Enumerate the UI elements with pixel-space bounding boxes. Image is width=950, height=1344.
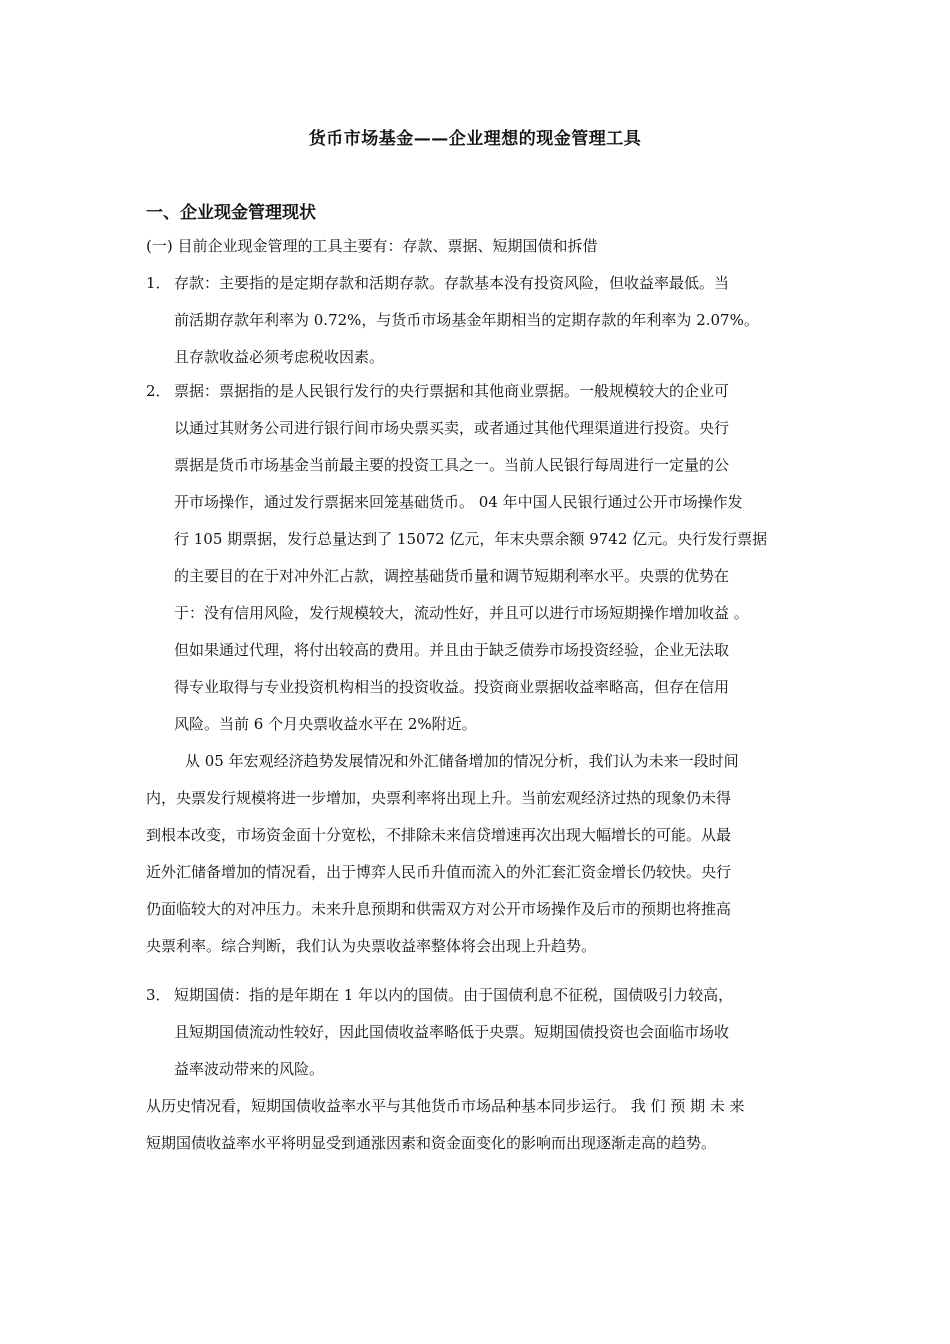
paragraph-line: 票据：票据指的是人民银行发行的央行票据和其他商业票据。一般规模较大的企业可 <box>174 382 730 400</box>
paragraph-line: 到根本改变，市场资金面十分宽松，不排除未来信贷增速再次出现大幅增长的可能。从最 <box>146 826 732 844</box>
paragraph-line: 得专业取得与专业投资机构相当的投资收益。投资商业票据收益率略高，但存在信用 <box>174 678 730 696</box>
paragraph-line: 票据是货币市场基金当前最主要的投资工具之一。当前人民银行每周进行一定量的公 <box>174 456 730 474</box>
paragraph-line: 仍面临较大的对冲压力。未来升息预期和供需双方对公开市场操作及后市的预期也将推高 <box>146 900 732 918</box>
paragraph-line: 短期国债收益率水平将明显受到通涨因素和资金面变化的影响而出现逐渐走高的趋势。 <box>146 1134 717 1152</box>
paragraph-line: 行 105 期票据，发行总量达到了 15072 亿元，年末央票余额 9742 亿元。央行发行票据 <box>174 530 768 548</box>
paragraph-line: 益率波动带来的风险。 <box>174 1060 325 1078</box>
paragraph-line: 短期国债：指的是年期在 1 年以内的国债。由于国债利息不征税，国债吸引力较高， <box>174 986 734 1004</box>
paragraph-line: 于：没有信用风险，发行规模较大，流动性好，并且可以进行市场短期操作增加收益 。 <box>174 604 749 622</box>
paragraph-line: 央票利率。综合判断，我们认为央票收益率整体将会出现上升趋势。 <box>146 937 597 955</box>
paragraph-line: 存款：主要指的是定期存款和活期存款。存款基本没有投资风险，但收益率最低。当 <box>174 274 730 292</box>
item-number: 2． <box>146 382 171 400</box>
paragraph-line: 近外汇储备增加的情况看，出于博弈人民币升值而流入的外汇套汇资金增长仍较快。央行 <box>146 863 732 881</box>
paragraph-line: 内，央票发行规模将进一步增加，央票利率将出现上升。当前宏观经济过热的现象仍未得 <box>146 789 732 807</box>
document-title: 货币市场基金——企业理想的现金管理工具 <box>308 129 642 149</box>
paragraph-line: 以通过其财务公司进行银行间市场央票买卖，或者通过其他代理渠道进行投资。央行 <box>174 419 730 437</box>
paragraph-line: 的主要目的在于对冲外汇占款，调控基础货币量和调节短期利率水平。央票的优势在 <box>174 567 730 585</box>
item-number: 1． <box>146 274 171 292</box>
subsection-heading: (一) 目前企业现金管理的工具主要有：存款、票据、短期国债和拆借 <box>146 237 598 255</box>
paragraph-line: 开市场操作，通过发行票据来回笼基础货币。 04 年中国人民银行通过公开市场操作发 <box>174 493 743 511</box>
section-heading: 一、企业现金管理现状 <box>146 203 316 223</box>
paragraph-line: 但如果通过代理，将付出较高的费用。并且由于缺乏债券市场投资经验，企业无法取 <box>174 641 730 659</box>
paragraph-line: 前活期存款年利率为 0.72%，与货币市场基金年期相当的定期存款的年利率为 2.07%。 <box>174 311 759 329</box>
item-number: 3． <box>146 986 171 1004</box>
paragraph-line: 且短期国债流动性较好，因此国债收益率略低于央票。短期国债投资也会面临市场收 <box>174 1023 730 1041</box>
paragraph-line: 且存款收益必须考虑税收因素。 <box>174 348 385 366</box>
paragraph-line: 从 05 年宏观经济趋势发展情况和外汇储备增加的情况分析，我们认为未来一段时间 <box>185 752 739 770</box>
paragraph-line: 从历史情况看，短期国债收益率水平与其他货币市场品种基本同步运行。 我 们 预 期 未 来 <box>146 1097 745 1115</box>
paragraph-line: 风险。当前 6 个月央票收益水平在 2%附近。 <box>174 715 477 733</box>
